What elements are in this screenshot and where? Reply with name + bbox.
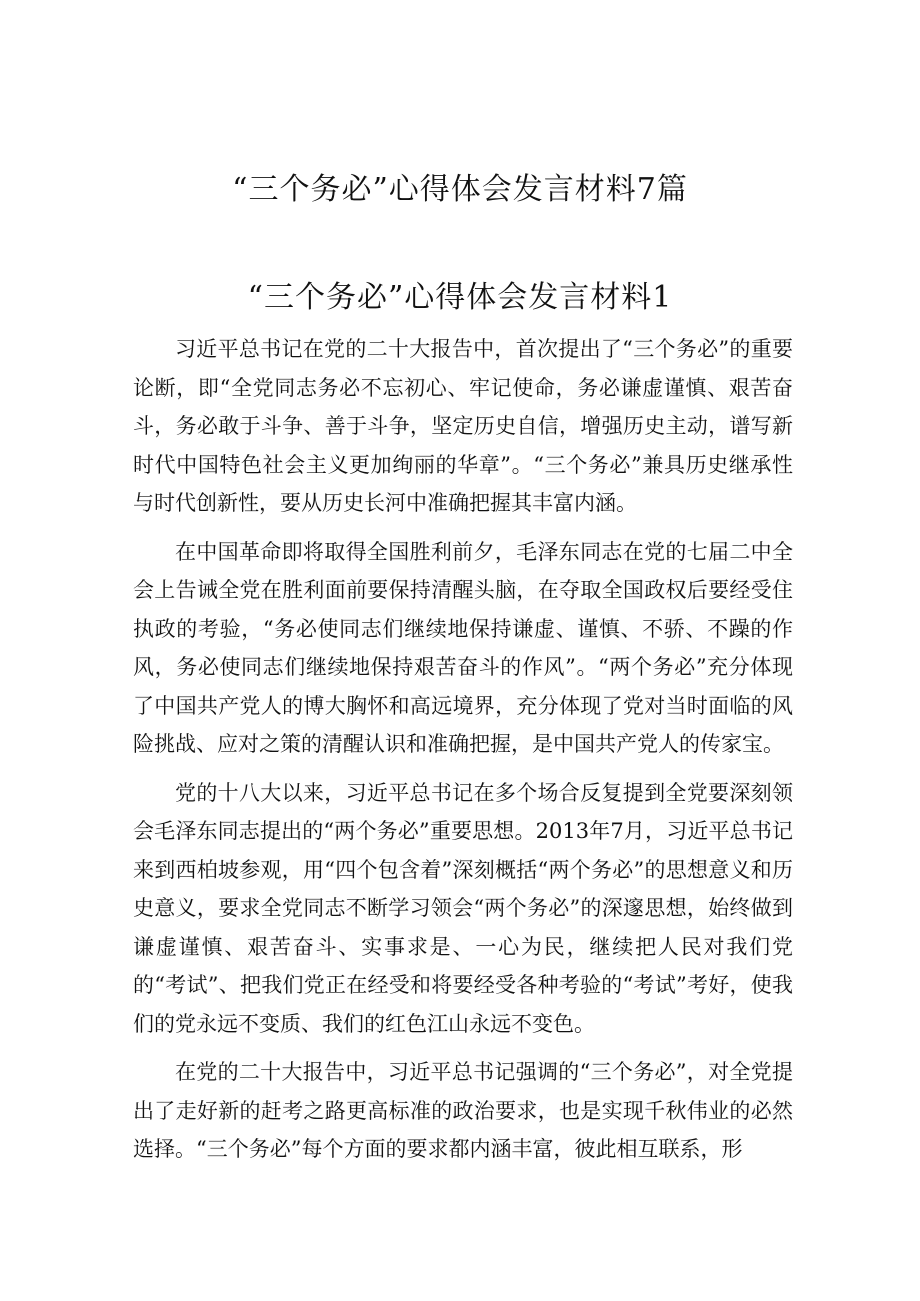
paragraph-4: 在党的二十大报告中，习近平总书记强调的“三个务必”，对全党提出了走好新的赶考之路更高标准的政治要求，也是实现千秋伟业的必然选择。“三个务必”每个方面的要求都内涵丰富，彼此相互联系，形	[133, 1060, 793, 1161]
paragraph-3: 党的十八大以来，习近平总书记在多个场合反复提到全党要深刻领会毛泽东同志提出的“两个务必”重要思想。2013年7月，习近平总书记来到西柏坡参观，用“四个包含着”深刻概括“两个务必”的思想意义和历史意义，要求全党同志不断学习领会“两个务必”的深邃思想，始终做到谦虚谨慎、艰苦奋斗、实事求是、一心为民，继续把人民对我们党的“考试”、把我们党正在经受和将要经受各种考验的“考试”考好，使我们的党永远不变质、我们的红色江山永远不变色。	[133, 780, 793, 1036]
paragraph-2: 在中国革命即将取得全国胜利前夕，毛泽东同志在党的七届二中全会上告诫全党在胜利面前要保持清醒头脑，在夺取全国政权后要经受住执政的考验，“务必使同志们继续地保持谦虚、谨慎、不骄、不躁的作风，务必使同志们继续地保持艰苦奋斗的作风”。“两个务必”充分体现了中国共产党人的博大胸怀和高远境界，充分体现了党对当时面临的风险挑战、应对之策的清醒认识和准确把握，是中国共产党人的传家宝。	[133, 539, 793, 756]
body-text	[133, 330, 793, 1179]
paragraph-1: 习近平总书记在党的二十大报告中，首次提出了“三个务必”的重要论断，即“全党同志务必不忘初心、牢记使命，务必谦虚谨慎、艰苦奋斗，务必敢于斗争、善于斗争，坚定历史自信，增强历史主动，谱写新时代中国特色社会主义更加绚丽的华章”。“三个务必”兼具历史继承性与时代创新性，要从历史长河中准确把握其丰富内涵。	[133, 337, 793, 515]
document-title: “三个务必”心得体会发言材料7篇	[232, 172, 688, 207]
section-title: “三个务必”心得体会发言材料1	[247, 280, 673, 315]
